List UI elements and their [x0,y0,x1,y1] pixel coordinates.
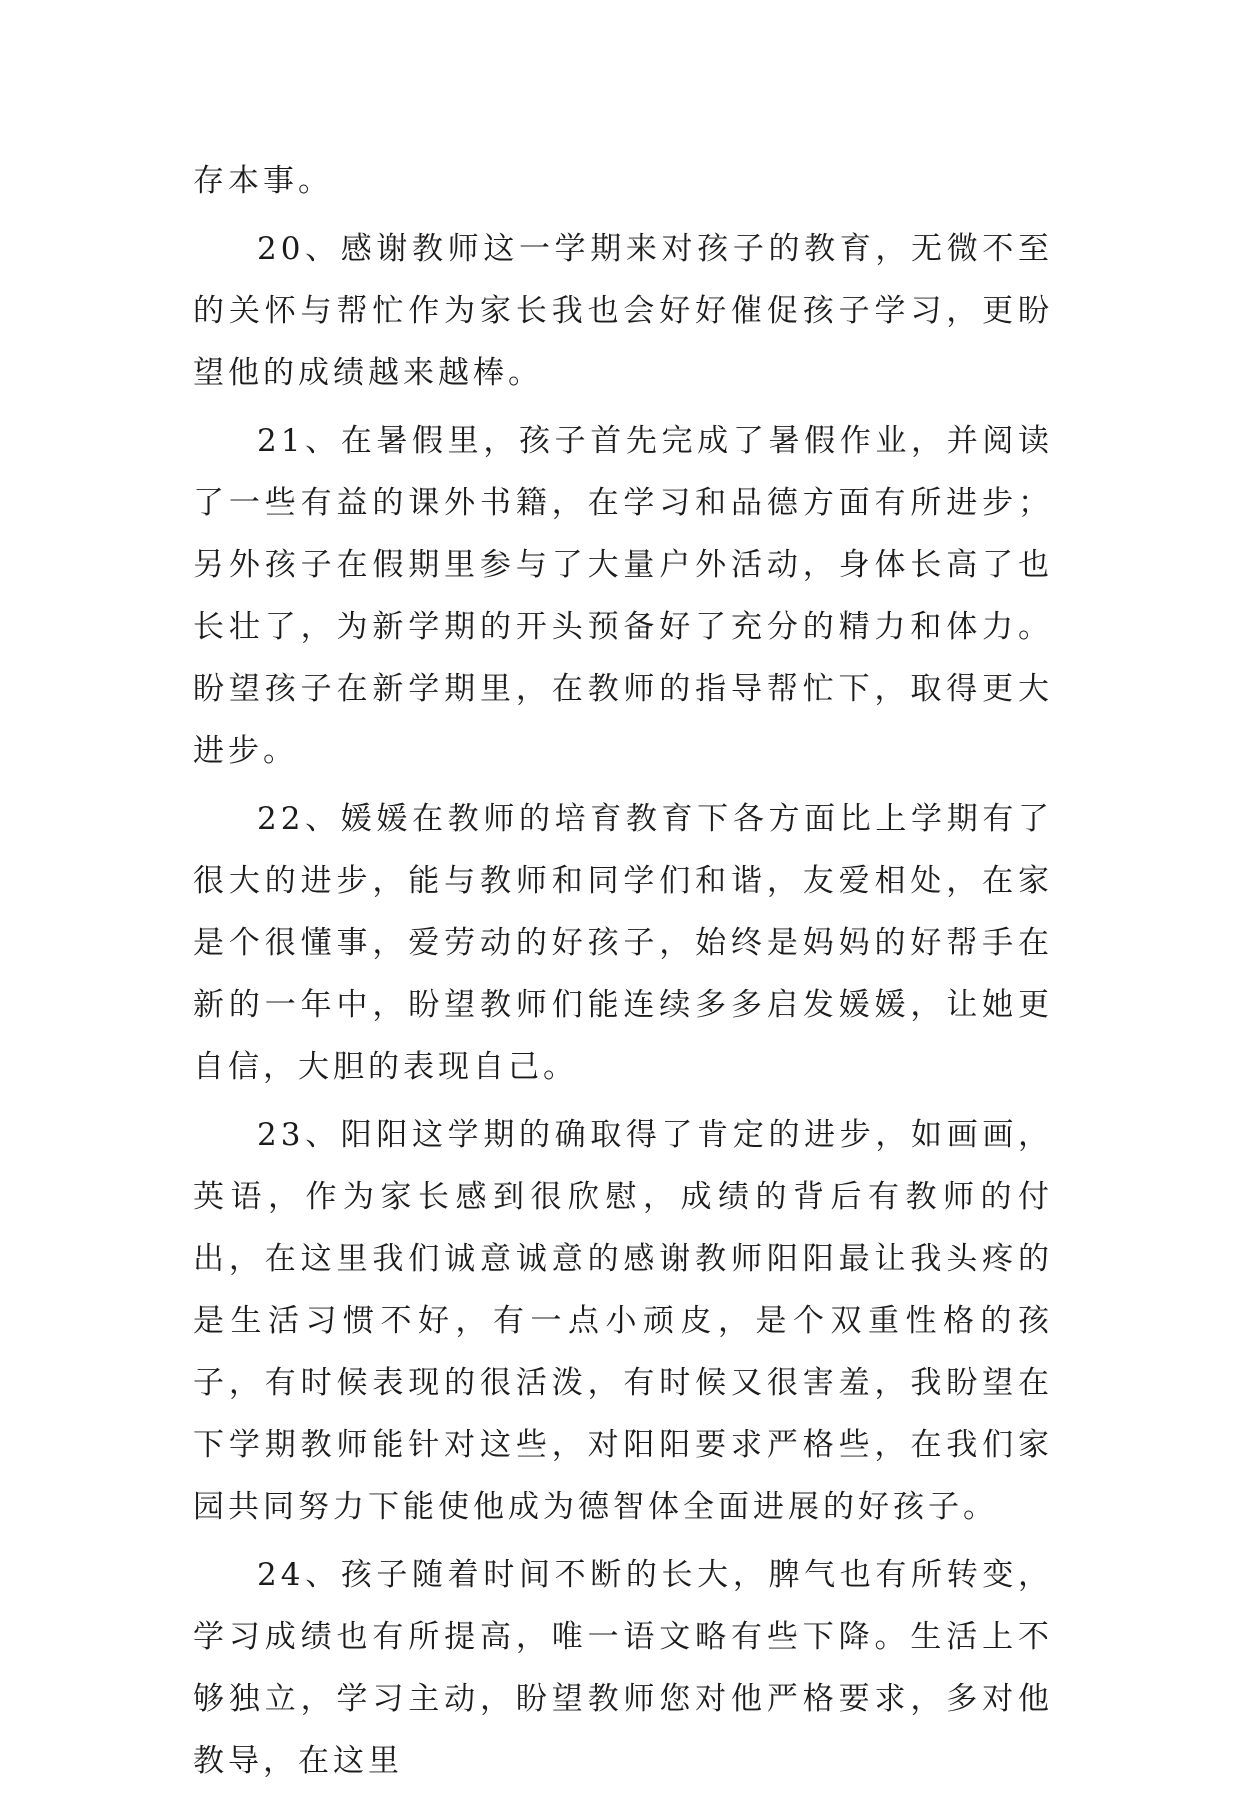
paragraph-item-24: 24、孩子随着时间不断的长大，脾气也有所转变，学习成绩也有所提高，唯一语文略有些下降。生活上不够独立，学习主动，盼望教师您对他严格要求，多对他教导，在这里 [193,1557,1053,1779]
document-body [193,150,1053,1798]
paragraph-item-22: 22、媛媛在教师的培育教育下各方面比上学期有了很大的进步，能与教师和同学们和谐，友爱相处，在家是个很懂事，爱劳动的好孩子，始终是妈妈的好帮手在新的一年中，盼望教师们能连续多多启发媛媛，让她更自信，大胆的表现自己。 [193,801,1053,1085]
paragraph-item-23: 23、阳阳这学期的确取得了肯定的进步，如画画，英语，作为家长感到很欣慰，成绩的背后有教师的付出，在这里我们诚意诚意的感谢教师阳阳最让我头疼的是生活习惯不好，有一点小顽皮，是个双重性格的孩子，有时候表现的很活泼，有时候又很害羞，我盼望在下学期教师能针对这些，对阳阳要求严格些，在我们家园共同努力下能使他成为德智体全面进展的好孩子。 [193,1117,1053,1525]
paragraph-item-20: 20、感谢教师这一学期来对孩子的教育，无微不至的关怀与帮忙作为家长我也会好好催促孩子学习，更盼望他的成绩越来越棒。 [193,231,1053,391]
paragraph-continuation: 存本事。 [193,163,333,199]
paragraph-item-21: 21、在暑假里，孩子首先完成了暑假作业，并阅读了一些有益的课外书籍，在学习和品德方面有所进步；另外孩子在假期里参与了大量户外活动，身体长高了也长壮了，为新学期的开头预备好了充分的精力和体力。盼望孩子在新学期里，在教师的指导帮忙下，取得更大进步。 [193,423,1053,769]
